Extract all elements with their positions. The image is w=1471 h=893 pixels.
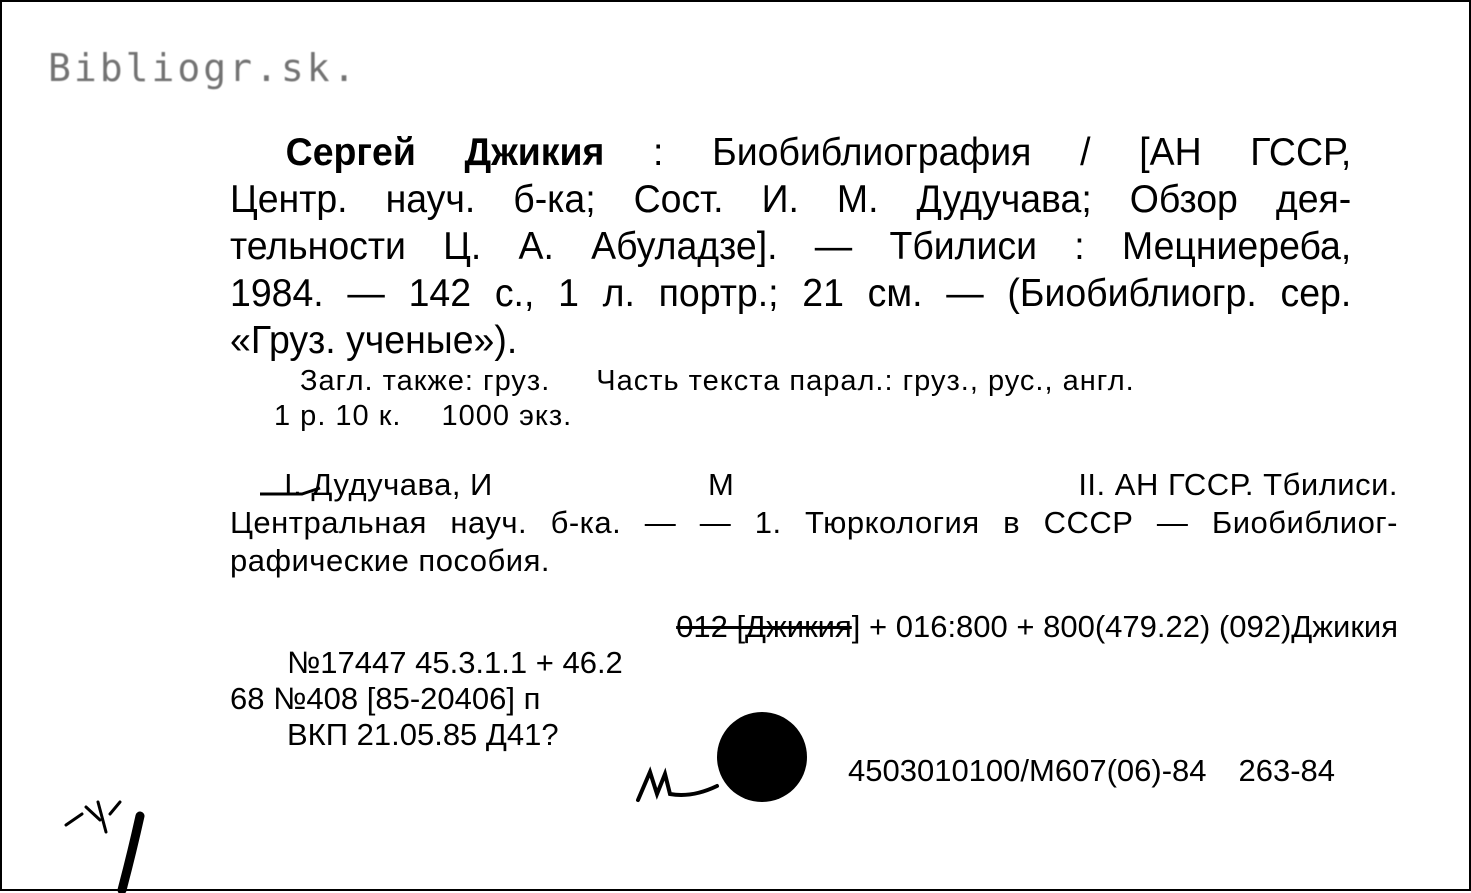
notes-block — [274, 364, 1135, 434]
entry-title-text: : Биобиблиография / [АН ГССР, — [604, 131, 1352, 174]
price-note: 1 р. 10 к. — [274, 400, 402, 432]
order-number: №408 — [273, 681, 359, 716]
tracing-line-3: рафические пособия. — [230, 543, 551, 578]
catalog-card-number: 263-84 — [1238, 753, 1336, 788]
publisher-code: 4503010100/М607(06)-84 — [848, 753, 1207, 788]
registration-block — [230, 645, 623, 753]
tracing-initial: М — [708, 467, 735, 502]
classification-line — [457, 608, 1398, 646]
order-prefix: 68 — [230, 681, 265, 716]
order-suffix: п — [523, 681, 541, 716]
tracing-line-1 — [230, 466, 1398, 504]
registration-row-3: ВКП 21.05.85 Д41? — [287, 717, 559, 752]
entry-line-2: Центр. науч. б-ка; Сост. И. М. Дудучава; Обзор дея- — [230, 178, 1352, 221]
publisher-code-line — [848, 753, 1335, 789]
tracing-institution: II. АН ГССР. Тбилиси. — [1078, 467, 1398, 502]
bbk-codes: 45.3.1.1 + 46.2 — [415, 645, 623, 680]
registration-row-2 — [230, 681, 623, 717]
pen-stroke-mark — [122, 816, 140, 890]
entry-author: Сергей Джикия — [285, 131, 605, 174]
entry-line-1 — [230, 129, 1351, 176]
notes-row-1 — [274, 364, 1135, 399]
tracings-block — [230, 466, 1398, 580]
handwritten-initial-mark — [638, 772, 717, 800]
bibliographic-entry — [230, 129, 1351, 364]
tracing-author: I. Дудучава, И — [284, 467, 493, 502]
copies-note: 1000 экз. — [441, 400, 573, 432]
notes-row-2 — [274, 399, 1135, 434]
classification-codes: ] + 016:800 + 800(479.22) (092)Джикия — [851, 609, 1398, 644]
entry-line-3: тельности Ц. А. Абуладзе]. — Тбилиси : Мецниереба, — [230, 225, 1352, 268]
title-note: Загл. также: груз. — [300, 365, 551, 397]
registration-number: №17447 — [287, 645, 407, 680]
parallel-text-note: Часть текста парал.: груз., рус., англ. — [596, 365, 1135, 397]
entry-line-5: «Груз. ученые»). — [230, 319, 518, 362]
scribble-mark — [66, 802, 120, 832]
bibliography-stamp: Bibliogr.sk. — [48, 46, 359, 90]
order-code: [85-20406] — [366, 681, 515, 716]
struck-classification: 012 [Джикия — [676, 609, 852, 644]
tracing-line-2: Центральная науч. б-ка. — — 1. Тюркология в СССР — Биобиблиог- — [230, 505, 1398, 540]
registration-row-1 — [230, 645, 623, 681]
entry-line-4: 1984. — 142 с., 1 л. портр.; 21 см. — (Биобиблиогр. сер. — [230, 272, 1352, 315]
card-punch-hole — [717, 712, 807, 802]
